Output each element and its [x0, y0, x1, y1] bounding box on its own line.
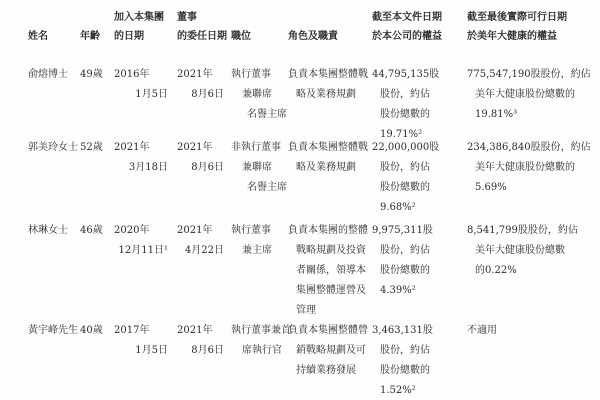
name-cell: [28, 65, 78, 85]
text-line: 職位: [231, 31, 251, 42]
text-line: 名譽主席: [247, 109, 287, 120]
meinian-interest-cell: [467, 221, 600, 281]
text-line: 名譽主席: [247, 182, 287, 193]
text-line: 執行董事兼首: [231, 325, 291, 336]
text-line: 8月6日: [191, 162, 224, 173]
name-cell: [28, 221, 78, 241]
meinian-interest-cell: [467, 321, 600, 341]
text-line: 負責本集團的整體: [288, 225, 368, 236]
text-line: 2021年: [177, 325, 213, 336]
text-line: 負責本集團整體營: [288, 325, 368, 336]
text-line: 股份總數的: [380, 109, 430, 120]
text-line: 負責本集團整體戰: [288, 142, 368, 153]
director-name: 俞熔博士: [28, 69, 68, 80]
text-line: 股份，約佔: [380, 89, 430, 100]
text-line: 3月18日: [128, 162, 168, 173]
meinian-interest-cell: [467, 138, 600, 198]
col-header-meinian-interest: [467, 8, 600, 46]
age-cell: [80, 321, 114, 341]
text-line: 年齡: [80, 31, 100, 42]
text-line: 截至本文件日期: [372, 12, 442, 23]
text-line: 加入本集團: [114, 12, 164, 23]
age-cell: [80, 221, 114, 241]
appointment-date-cell: [177, 138, 224, 178]
text-line: 2021年: [177, 225, 213, 236]
text-line: 執行董事: [231, 225, 271, 236]
text-line: 4.39%²: [380, 285, 416, 296]
col-header-age: [80, 8, 114, 46]
director-age: 52歲: [80, 142, 103, 153]
text-line: 股份，約佔: [380, 245, 430, 256]
text-line: 9.68%²: [380, 202, 416, 213]
text-line: 股份，約佔: [380, 345, 430, 356]
text-line: 不適用: [467, 325, 497, 336]
join-date-cell: [114, 65, 168, 105]
age-cell: [80, 138, 114, 158]
text-line: 非執行董事: [231, 142, 281, 153]
role-cell: [288, 221, 372, 321]
role-cell: [288, 65, 372, 105]
text-line: 執行董事: [231, 69, 271, 80]
director-age: 49歲: [80, 69, 103, 80]
text-line: 2021年: [114, 142, 150, 153]
age-cell: [80, 65, 114, 85]
director-name: 黃宇峰先生: [28, 325, 78, 336]
text-line: 的日期: [114, 31, 144, 42]
text-line: 略及業務規劃: [296, 89, 356, 100]
text-line: 持續業務發展: [296, 365, 356, 376]
text-line: 角色及職責: [288, 31, 338, 42]
text-line: 1月5日: [135, 345, 168, 356]
text-line: 於本公司的權益: [372, 31, 442, 42]
text-line: 戰略規劃及投資: [296, 245, 366, 256]
appointment-date-cell: [177, 321, 224, 361]
name-cell: [28, 138, 78, 158]
appointment-date-cell: [177, 221, 224, 261]
text-line: 2021年: [177, 142, 213, 153]
text-line: 兼聯席: [242, 89, 272, 100]
company-interest-cell: [372, 65, 464, 145]
text-line: 股份總數的: [380, 265, 430, 276]
col-header-role: [288, 8, 372, 46]
text-line: 2017年: [114, 325, 150, 336]
text-line: 19.81%³: [475, 109, 518, 120]
text-line: 截至最後實際可行日期: [467, 12, 567, 23]
text-line: 的0.22%: [475, 265, 517, 276]
text-line: 3,463,131股: [372, 325, 433, 336]
text-line: 集團整體運營及: [296, 285, 366, 296]
text-line: 美年大健康股份總數的: [475, 89, 575, 100]
text-line: 1.52%²: [380, 385, 416, 396]
company-interest-cell: [372, 138, 464, 218]
text-line: 席執行官: [242, 345, 282, 356]
text-line: 44,795,135股: [372, 69, 440, 80]
text-line: 管理: [296, 305, 316, 316]
meinian-interest-cell: [467, 65, 600, 125]
director-age: 46歲: [80, 225, 103, 236]
text-line: 美年大健康股份總數的: [475, 162, 575, 173]
role-cell: [288, 138, 372, 178]
join-date-cell: [114, 221, 168, 261]
join-date-cell: [114, 138, 168, 178]
col-header-name: [28, 8, 78, 46]
text-line: 兼聯席: [242, 162, 272, 173]
col-header-join-date: [114, 8, 168, 46]
text-line: 美年大健康股份總數: [475, 245, 565, 256]
text-line: 負責本集團整體戰: [288, 69, 368, 80]
text-line: 22,000,000股: [372, 142, 440, 153]
text-line: 8月6日: [191, 345, 224, 356]
company-interest-cell: [372, 321, 464, 400]
company-interest-cell: [372, 221, 464, 301]
role-cell: [288, 321, 372, 381]
text-line: 姓名: [28, 31, 48, 42]
text-line: 的委任日期: [177, 31, 227, 42]
director-name: 郭美玲女士: [28, 142, 78, 153]
appointment-date-cell: [177, 65, 224, 105]
join-date-cell: [114, 321, 168, 361]
text-line: 董事: [177, 12, 197, 23]
text-line: 2016年: [114, 69, 150, 80]
name-cell: [28, 321, 78, 341]
text-line: 19.71%²: [380, 129, 423, 140]
text-line: 股份總數的: [380, 182, 430, 193]
text-line: 8月6日: [191, 89, 224, 100]
text-line: 8,541,799股股份，約佔: [467, 225, 578, 236]
text-line: 者關係，領導本: [296, 265, 366, 276]
text-line: 2020年: [114, 225, 150, 236]
text-line: 1月5日: [135, 89, 168, 100]
text-line: 股份總數的: [380, 365, 430, 376]
director-age: 40歲: [80, 325, 103, 336]
text-line: 2021年: [177, 69, 213, 80]
text-line: 4月22日: [184, 245, 224, 256]
text-line: 股份，約佔: [380, 162, 430, 173]
text-line: 12月11日¹: [118, 245, 168, 256]
col-header-company-interest: [372, 8, 464, 46]
text-line: 9,975,311股: [372, 225, 433, 236]
text-line: 銷戰略規劃及可: [296, 345, 366, 356]
text-line: 234,386,840股股份，約佔: [467, 142, 591, 153]
text-line: 775,547,190股股份，約佔: [467, 69, 591, 80]
text-line: 5.69%: [475, 182, 507, 193]
director-name: 林琳女士: [28, 225, 68, 236]
col-header-appointment-date: [177, 8, 227, 46]
text-line: 略及業務規劃: [296, 162, 356, 173]
text-line: 兼主席: [242, 245, 272, 256]
text-line: 於美年大健康的權益: [467, 31, 557, 42]
